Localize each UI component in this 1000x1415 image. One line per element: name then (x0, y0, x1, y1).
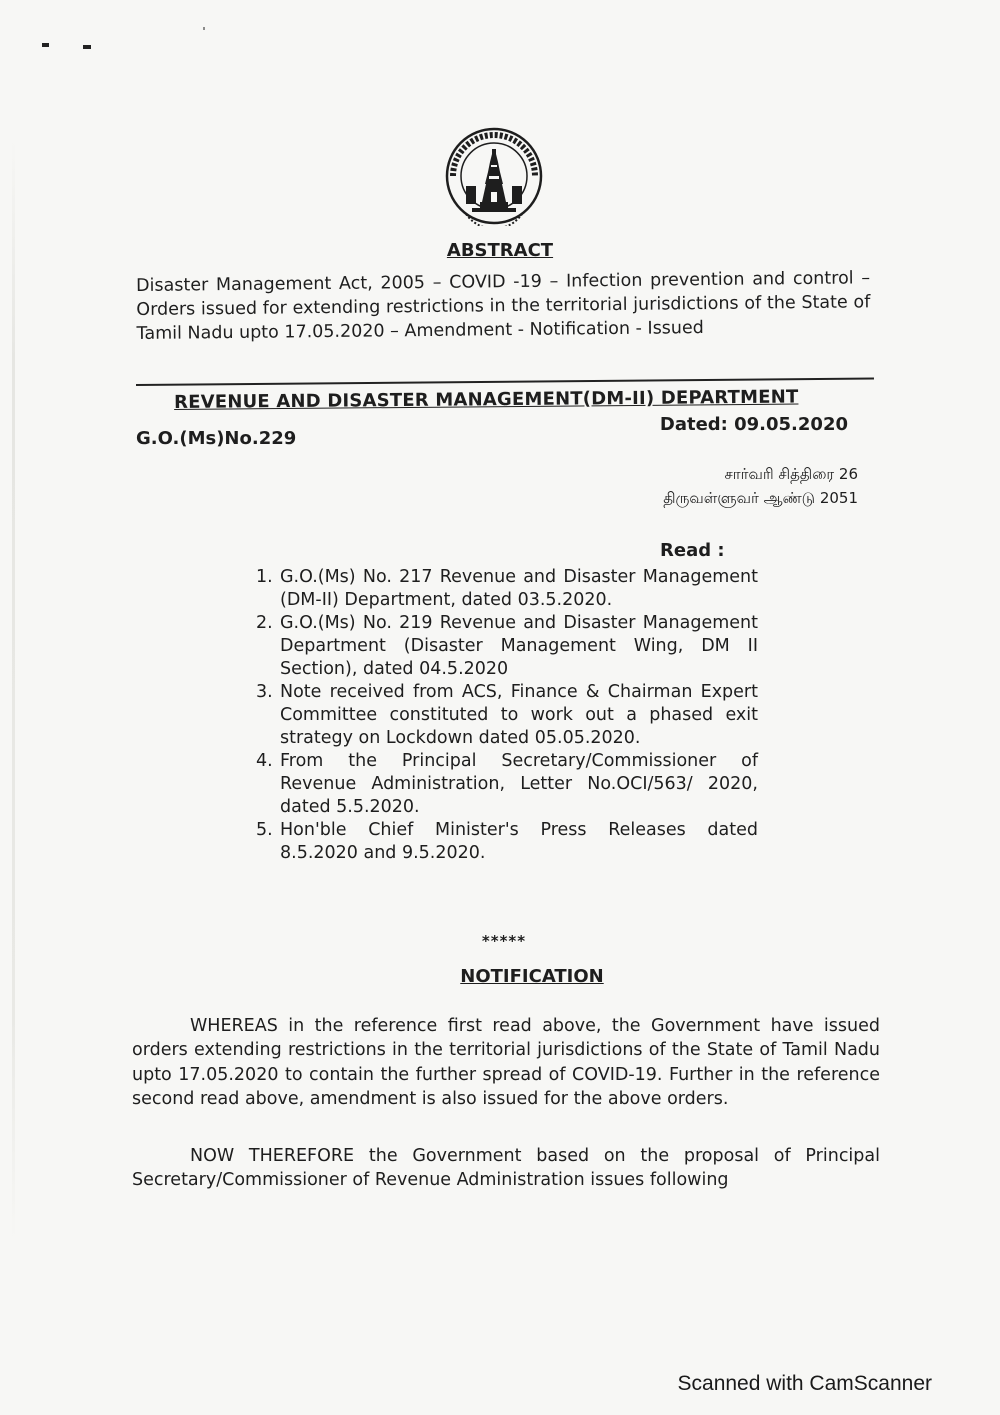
reference-text: Hon'ble Chief Minister's Press Releases dated 8.5.2020 and 9.5.2020. (280, 820, 758, 863)
section-separator: ***** (481, 932, 527, 950)
scan-speck (203, 27, 205, 30)
abstract-heading: ABSTRACT (446, 240, 554, 261)
camscanner-watermark: Scanned with CamScanner (677, 1372, 932, 1395)
reference-number: 5. (256, 820, 273, 840)
tamil-date-line: சார்வரி சித்திரை 26 (724, 465, 858, 483)
reference-text: Note received from ACS, Finance & Chairman Expert Committee constituted to work out a phased exit strategy on Lockdown dated 05.05.2020. (280, 682, 758, 748)
go-number: G.O.(Ms)No.229 (136, 428, 297, 449)
reference-item (256, 750, 758, 819)
government-emblem-seal (442, 126, 546, 226)
reference-text: From the Principal Secretary/Commissioner of Revenue Administration, Letter No.OCI/563/ 2020, dated 5.5.2020. (280, 751, 758, 817)
read-heading: Read : (660, 540, 725, 561)
go-date: Dated: 09.05.2020 (659, 414, 848, 435)
notification-heading: NOTIFICATION (460, 966, 604, 987)
reference-item (256, 566, 758, 612)
tamil-date-line: திருவள்ளுவர் ஆண்டு 2051 (663, 489, 858, 507)
reference-number: 2. (256, 613, 273, 633)
reference-item (256, 819, 758, 865)
scan-edge-shadow (12, 140, 15, 1240)
reference-number: 4. (256, 751, 273, 771)
notification-paragraph: WHEREAS in the reference first read above, the Government have issued orders extending restrictions in the territorial jurisdictions of the State of Tamil Nadu upto 17.05.2020 to contain the further spread of COVID-19. Further in the reference second read above, amendment is also issued for the above orders. (132, 1016, 880, 1109)
divider-line (136, 378, 874, 386)
reference-text: G.O.(Ms) No. 217 Revenue and Disaster Management (DM-II) Department, dated 03.5.2020. (280, 567, 758, 610)
reference-item (256, 612, 758, 681)
reference-list (256, 566, 758, 865)
department-heading: REVENUE AND DISASTER MANAGEMENT(DM-II) DEPARTMENT (174, 386, 799, 413)
scan-speck (83, 45, 91, 49)
reference-number: 1. (256, 567, 273, 587)
notification-paragraph: NOW THEREFORE the Government based on the proposal of Principal Secretary/Commissioner of Revenue Administration issues following (132, 1146, 880, 1191)
reference-number: 3. (256, 682, 273, 702)
abstract-text: Disaster Management Act, 2005 – COVID -19 – Infection prevention and control – Orders issued for extending restrictions in the territorial jurisdictions of the State of Tamil Nadu upto 17.05.2020 – Amendment - Notification - Issued (136, 268, 871, 344)
scan-speck (42, 43, 49, 47)
tamil-calendar-date (663, 462, 858, 510)
reference-text: G.O.(Ms) No. 219 Revenue and Disaster Management Department (Disaster Management Wing, DM II Section), dated 04.5.2020 (280, 613, 758, 679)
reference-item (256, 681, 758, 750)
